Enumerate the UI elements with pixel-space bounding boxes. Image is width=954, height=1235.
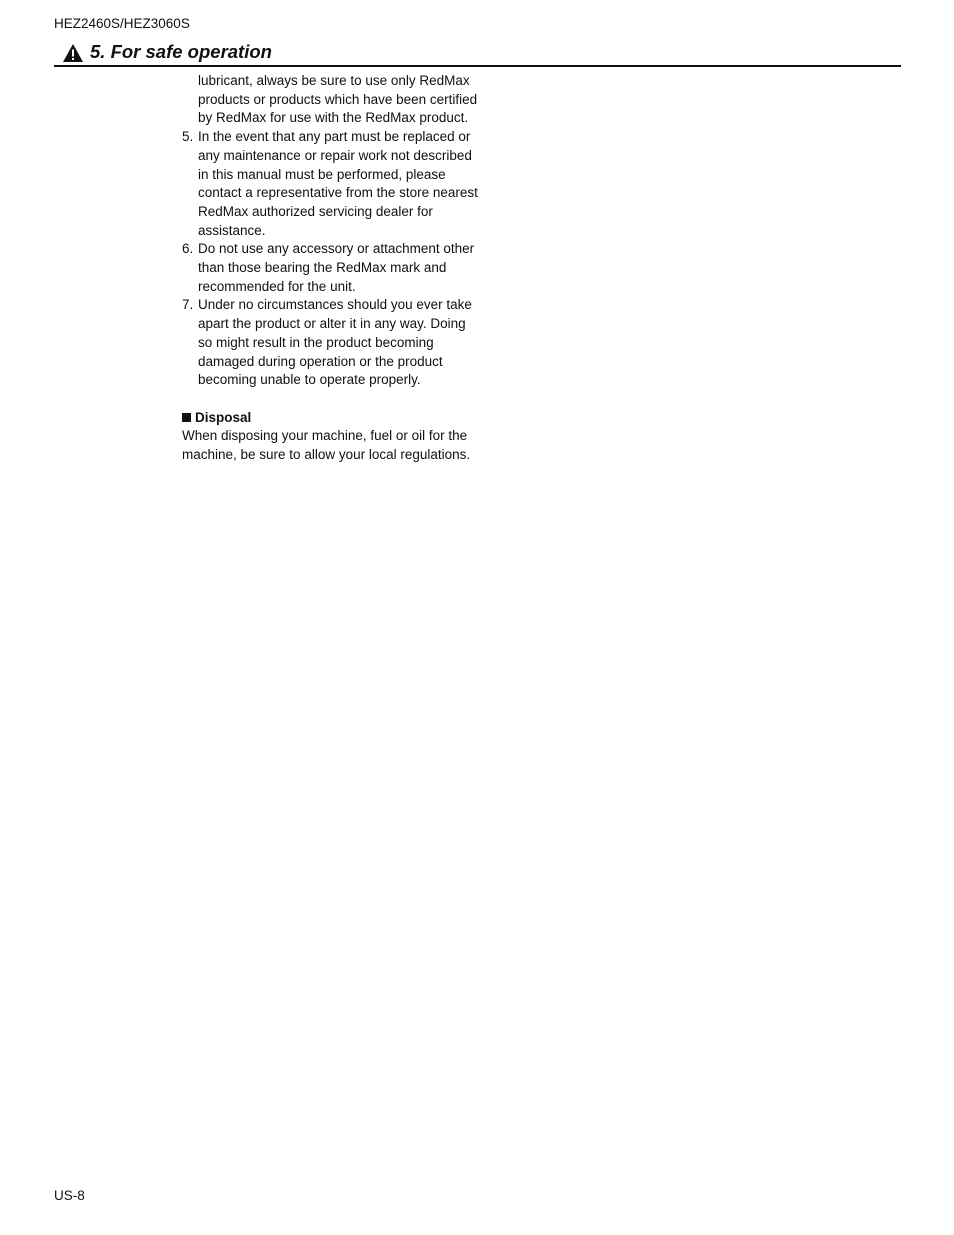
list-item-number: 6. bbox=[182, 241, 194, 257]
section-header bbox=[54, 40, 901, 67]
black-square-icon bbox=[182, 413, 191, 422]
list-item-number: 7. bbox=[182, 297, 194, 313]
disposal-heading-text: Disposal bbox=[195, 409, 252, 425]
list-item-text: lubricant, always be sure to use only RedMax products or products which have been certified by RedMax for use with the RedMax product. bbox=[198, 73, 478, 126]
section-title: 5. For safe operation bbox=[90, 41, 272, 62]
disposal-heading bbox=[182, 409, 482, 428]
disposal-text: When disposing your machine, fuel or oil for the machine, be sure to allow your local regulations. bbox=[182, 428, 471, 463]
list-item-text: In the event that any part must be replaced or any maintenance or repair work not described in this manual must be performed, please contact a representative from the store nearest RedMax authorized servicing dealer for assistance. bbox=[198, 129, 478, 238]
list-item-text: Do not use any accessory or attachment other than those bearing the RedMax mark and recommended for the unit. bbox=[198, 241, 475, 294]
page-content bbox=[182, 72, 482, 465]
list-item-continuation bbox=[182, 72, 482, 128]
list-item-text: Under no circumstances should you ever take apart the product or alter it in any way. Doing so might result in the product becoming damaged during operation or the product becoming unable to operate properly. bbox=[198, 297, 472, 388]
warning-triangle-icon bbox=[62, 43, 84, 63]
list-item bbox=[182, 296, 482, 390]
list-item bbox=[182, 128, 482, 240]
list-item-number: 5. bbox=[182, 129, 194, 145]
page-number: US-8 bbox=[54, 1188, 85, 1203]
list-item bbox=[182, 240, 482, 296]
model-code: HEZ2460S/HEZ3060S bbox=[54, 16, 190, 31]
